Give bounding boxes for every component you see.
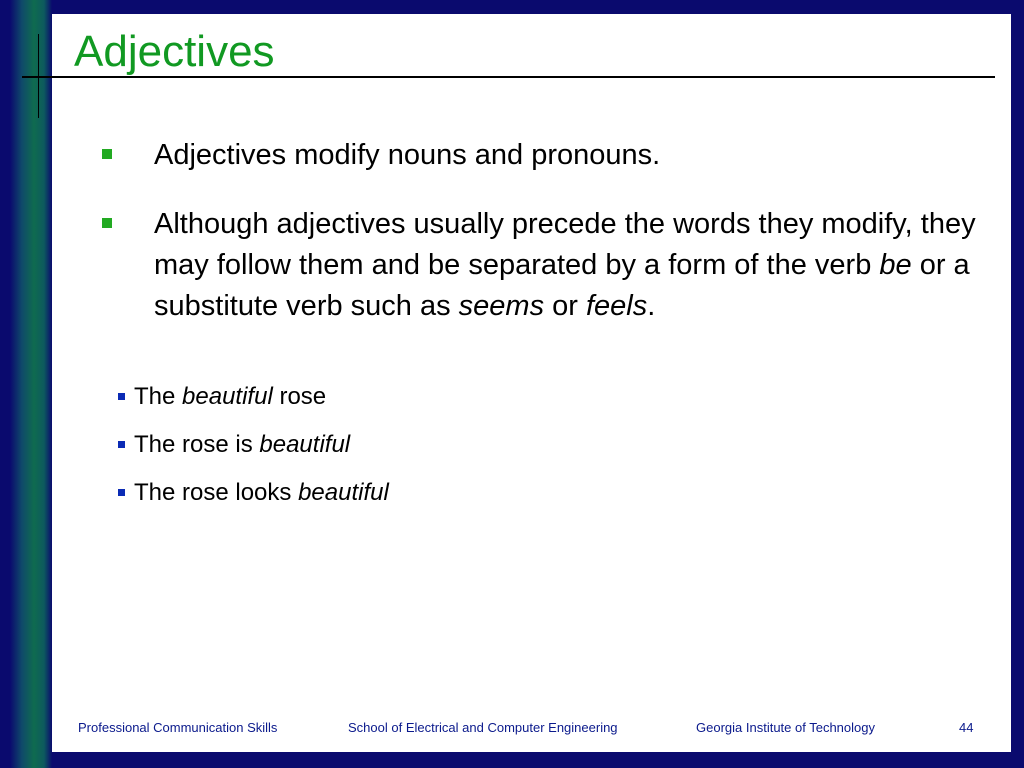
sub-bullet-text: The beautiful rose: [134, 383, 327, 410]
title-underline: [22, 76, 995, 78]
sub-bullet-item: [118, 430, 818, 460]
bullet-item: [102, 204, 982, 327]
slide-canvas: [52, 14, 1011, 752]
green-square-bullet-icon: [102, 149, 112, 159]
green-square-bullet-icon: [102, 218, 112, 228]
italic-word: be: [879, 249, 912, 281]
bullet-item: [102, 135, 982, 176]
bullet-text: Although adjectives usually precede the words they modify, they may follow them and be separated by a form of the verb be or a substitute verb such as seems or feels.: [154, 208, 976, 322]
italic-word: seems: [458, 290, 545, 322]
blue-square-bullet-icon: [118, 489, 125, 496]
blue-square-bullet-icon: [118, 393, 125, 400]
page-number: 44: [959, 720, 974, 735]
sub-bullet-text: The rose is beautiful: [134, 431, 351, 458]
bullet-text: Adjectives modify nouns and pronouns.: [154, 139, 661, 171]
sub-bullet-text: The rose looks beautiful: [134, 479, 389, 506]
footer-school: School of Electrical and Computer Engineering: [348, 720, 618, 735]
footer-institute: Georgia Institute of Technology: [696, 720, 875, 735]
italic-word: feels: [585, 290, 648, 322]
left-decorative-band: [0, 0, 52, 768]
sub-bullet-item: [118, 478, 818, 508]
sub-bullet-item: [118, 382, 818, 412]
footer-course: Professional Communication Skills: [78, 720, 278, 735]
blue-square-bullet-icon: [118, 441, 125, 448]
slide-title: Adjectives: [74, 27, 275, 76]
